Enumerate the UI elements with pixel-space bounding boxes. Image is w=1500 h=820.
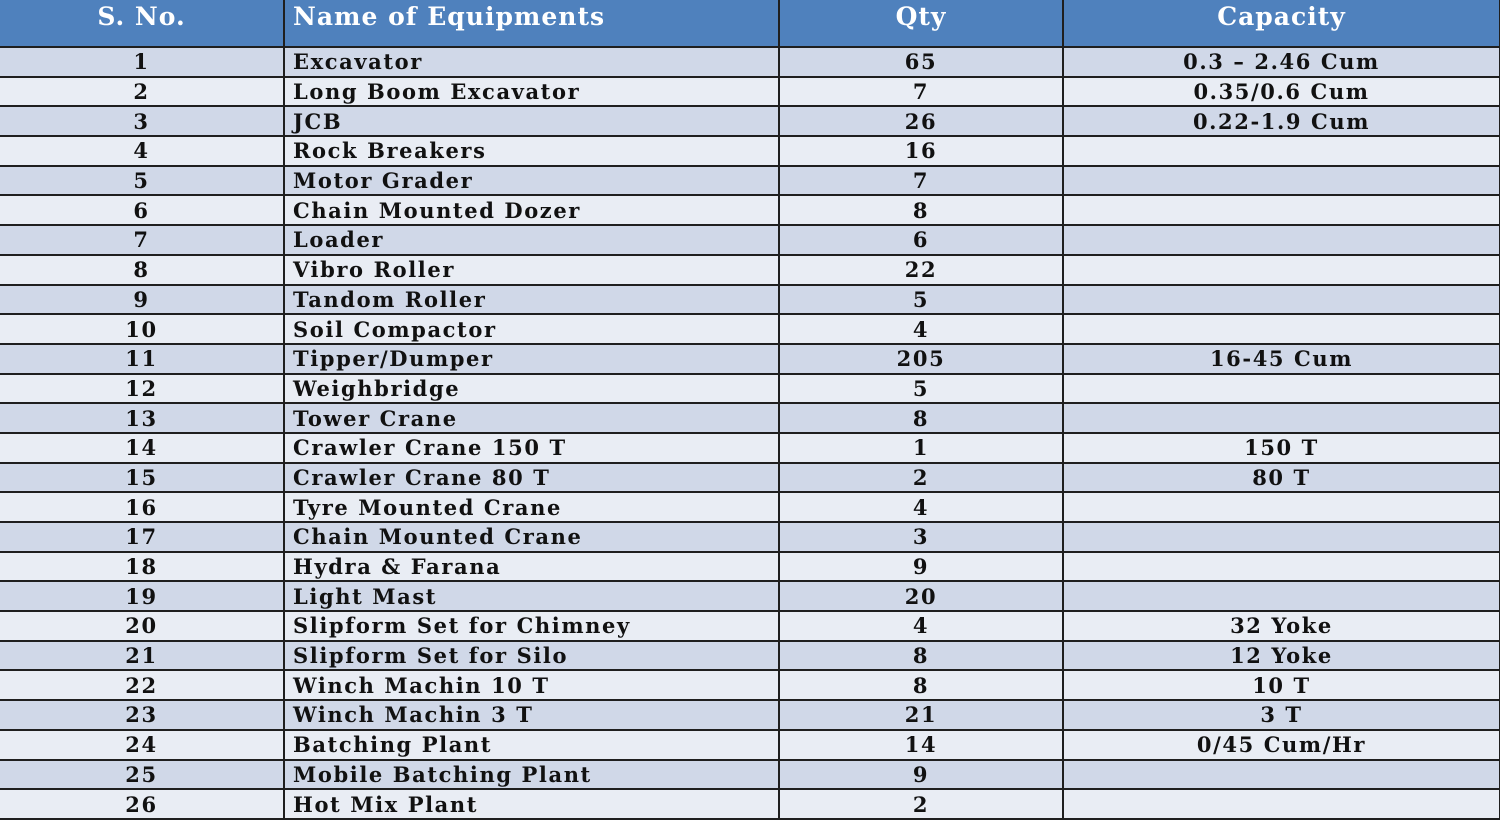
cell-qty: 4 <box>779 492 1063 522</box>
cell-sno: 6 <box>0 195 284 225</box>
cell-sno: 21 <box>0 641 284 671</box>
cell-sno: 8 <box>0 255 284 285</box>
cell-name: Tyre Mounted Crane <box>284 492 779 522</box>
header-capacity: Capacity <box>1063 1 1500 47</box>
cell-capacity <box>1063 522 1500 552</box>
cell-name: Tipper/Dumper <box>284 344 779 374</box>
table-row <box>0 403 1500 433</box>
table-row <box>0 760 1500 790</box>
cell-qty: 65 <box>779 47 1063 77</box>
cell-name: Mobile Batching Plant <box>284 760 779 790</box>
cell-name: Slipform Set for Chimney <box>284 611 779 641</box>
cell-qty: 21 <box>779 700 1063 730</box>
table-row <box>0 611 1500 641</box>
cell-sno: 24 <box>0 730 284 760</box>
cell-qty: 20 <box>779 581 1063 611</box>
cell-name: Hot Mix Plant <box>284 789 779 819</box>
cell-capacity: 0/45 Cum/Hr <box>1063 730 1500 760</box>
cell-name: Tandom Roller <box>284 285 779 315</box>
table-row <box>0 700 1500 730</box>
cell-name: Crawler Crane 150 T <box>284 433 779 463</box>
cell-qty: 4 <box>779 611 1063 641</box>
cell-sno: 15 <box>0 463 284 493</box>
cell-name: Chain Mounted Crane <box>284 522 779 552</box>
table-row <box>0 285 1500 315</box>
table-row <box>0 314 1500 344</box>
table-row <box>0 344 1500 374</box>
cell-capacity: 16-45 Cum <box>1063 344 1500 374</box>
cell-sno: 17 <box>0 522 284 552</box>
cell-capacity <box>1063 581 1500 611</box>
cell-sno: 14 <box>0 433 284 463</box>
cell-sno: 1 <box>0 47 284 77</box>
cell-name: Long Boom Excavator <box>284 77 779 107</box>
table-row <box>0 581 1500 611</box>
cell-sno: 16 <box>0 492 284 522</box>
cell-qty: 9 <box>779 552 1063 582</box>
cell-sno: 5 <box>0 166 284 196</box>
cell-name: Winch Machin 10 T <box>284 670 779 700</box>
table-row <box>0 522 1500 552</box>
cell-sno: 25 <box>0 760 284 790</box>
cell-capacity: 10 T <box>1063 670 1500 700</box>
cell-qty: 2 <box>779 463 1063 493</box>
table-row <box>0 195 1500 225</box>
cell-sno: 10 <box>0 314 284 344</box>
cell-capacity: 80 T <box>1063 463 1500 493</box>
cell-capacity <box>1063 166 1500 196</box>
cell-capacity <box>1063 789 1500 819</box>
cell-qty: 16 <box>779 136 1063 166</box>
cell-qty: 8 <box>779 670 1063 700</box>
table-row <box>0 47 1500 77</box>
cell-sno: 12 <box>0 374 284 404</box>
cell-qty: 1 <box>779 433 1063 463</box>
cell-sno: 26 <box>0 789 284 819</box>
cell-name: Chain Mounted Dozer <box>284 195 779 225</box>
table-row <box>0 641 1500 671</box>
cell-capacity: 0.35/0.6 Cum <box>1063 77 1500 107</box>
cell-capacity <box>1063 285 1500 315</box>
table-row <box>0 136 1500 166</box>
cell-name: Weighbridge <box>284 374 779 404</box>
cell-capacity: 0.22-1.9 Cum <box>1063 106 1500 136</box>
cell-sno: 9 <box>0 285 284 315</box>
table-row <box>0 106 1500 136</box>
table-row <box>0 552 1500 582</box>
cell-qty: 8 <box>779 403 1063 433</box>
header-sno: S. No. <box>0 1 284 47</box>
cell-name: Crawler Crane 80 T <box>284 463 779 493</box>
cell-qty: 205 <box>779 344 1063 374</box>
cell-qty: 8 <box>779 195 1063 225</box>
cell-qty: 9 <box>779 760 1063 790</box>
cell-name: Soil Compactor <box>284 314 779 344</box>
cell-name: Loader <box>284 225 779 255</box>
cell-qty: 4 <box>779 314 1063 344</box>
cell-qty: 7 <box>779 166 1063 196</box>
cell-qty: 6 <box>779 225 1063 255</box>
cell-capacity <box>1063 195 1500 225</box>
cell-qty: 5 <box>779 285 1063 315</box>
cell-capacity: 12 Yoke <box>1063 641 1500 671</box>
table-row <box>0 730 1500 760</box>
cell-sno: 19 <box>0 581 284 611</box>
header-row <box>0 1 1500 47</box>
cell-name: Hydra & Farana <box>284 552 779 582</box>
cell-capacity <box>1063 255 1500 285</box>
cell-name: Winch Machin 3 T <box>284 700 779 730</box>
cell-capacity <box>1063 552 1500 582</box>
cell-name: Rock Breakers <box>284 136 779 166</box>
header-name: Name of Equipments <box>284 1 779 47</box>
cell-sno: 11 <box>0 344 284 374</box>
cell-qty: 22 <box>779 255 1063 285</box>
cell-name: Motor Grader <box>284 166 779 196</box>
cell-sno: 3 <box>0 106 284 136</box>
cell-capacity <box>1063 403 1500 433</box>
cell-name: Light Mast <box>284 581 779 611</box>
cell-capacity: 150 T <box>1063 433 1500 463</box>
cell-capacity <box>1063 314 1500 344</box>
table-row <box>0 255 1500 285</box>
table-row <box>0 433 1500 463</box>
cell-sno: 18 <box>0 552 284 582</box>
cell-qty: 7 <box>779 77 1063 107</box>
cell-capacity: 32 Yoke <box>1063 611 1500 641</box>
cell-capacity <box>1063 225 1500 255</box>
cell-qty: 26 <box>779 106 1063 136</box>
cell-sno: 7 <box>0 225 284 255</box>
cell-name: Slipform Set for Silo <box>284 641 779 671</box>
header-qty: Qty <box>779 1 1063 47</box>
cell-name: Tower Crane <box>284 403 779 433</box>
table-row <box>0 789 1500 819</box>
cell-name: JCB <box>284 106 779 136</box>
cell-qty: 14 <box>779 730 1063 760</box>
cell-sno: 23 <box>0 700 284 730</box>
table-row <box>0 492 1500 522</box>
cell-qty: 8 <box>779 641 1063 671</box>
cell-capacity <box>1063 760 1500 790</box>
cell-qty: 3 <box>779 522 1063 552</box>
table-row <box>0 374 1500 404</box>
cell-name: Vibro Roller <box>284 255 779 285</box>
cell-sno: 13 <box>0 403 284 433</box>
cell-sno: 4 <box>0 136 284 166</box>
cell-capacity <box>1063 374 1500 404</box>
table-row <box>0 77 1500 107</box>
table-row <box>0 166 1500 196</box>
table-row <box>0 225 1500 255</box>
cell-name: Excavator <box>284 47 779 77</box>
cell-capacity <box>1063 136 1500 166</box>
cell-capacity: 0.3 – 2.46 Cum <box>1063 47 1500 77</box>
cell-name: Batching Plant <box>284 730 779 760</box>
cell-capacity: 3 T <box>1063 700 1500 730</box>
cell-capacity <box>1063 492 1500 522</box>
cell-qty: 2 <box>779 789 1063 819</box>
table-row <box>0 670 1500 700</box>
cell-sno: 20 <box>0 611 284 641</box>
cell-qty: 5 <box>779 374 1063 404</box>
table-row <box>0 463 1500 493</box>
cell-sno: 2 <box>0 77 284 107</box>
cell-sno: 22 <box>0 670 284 700</box>
